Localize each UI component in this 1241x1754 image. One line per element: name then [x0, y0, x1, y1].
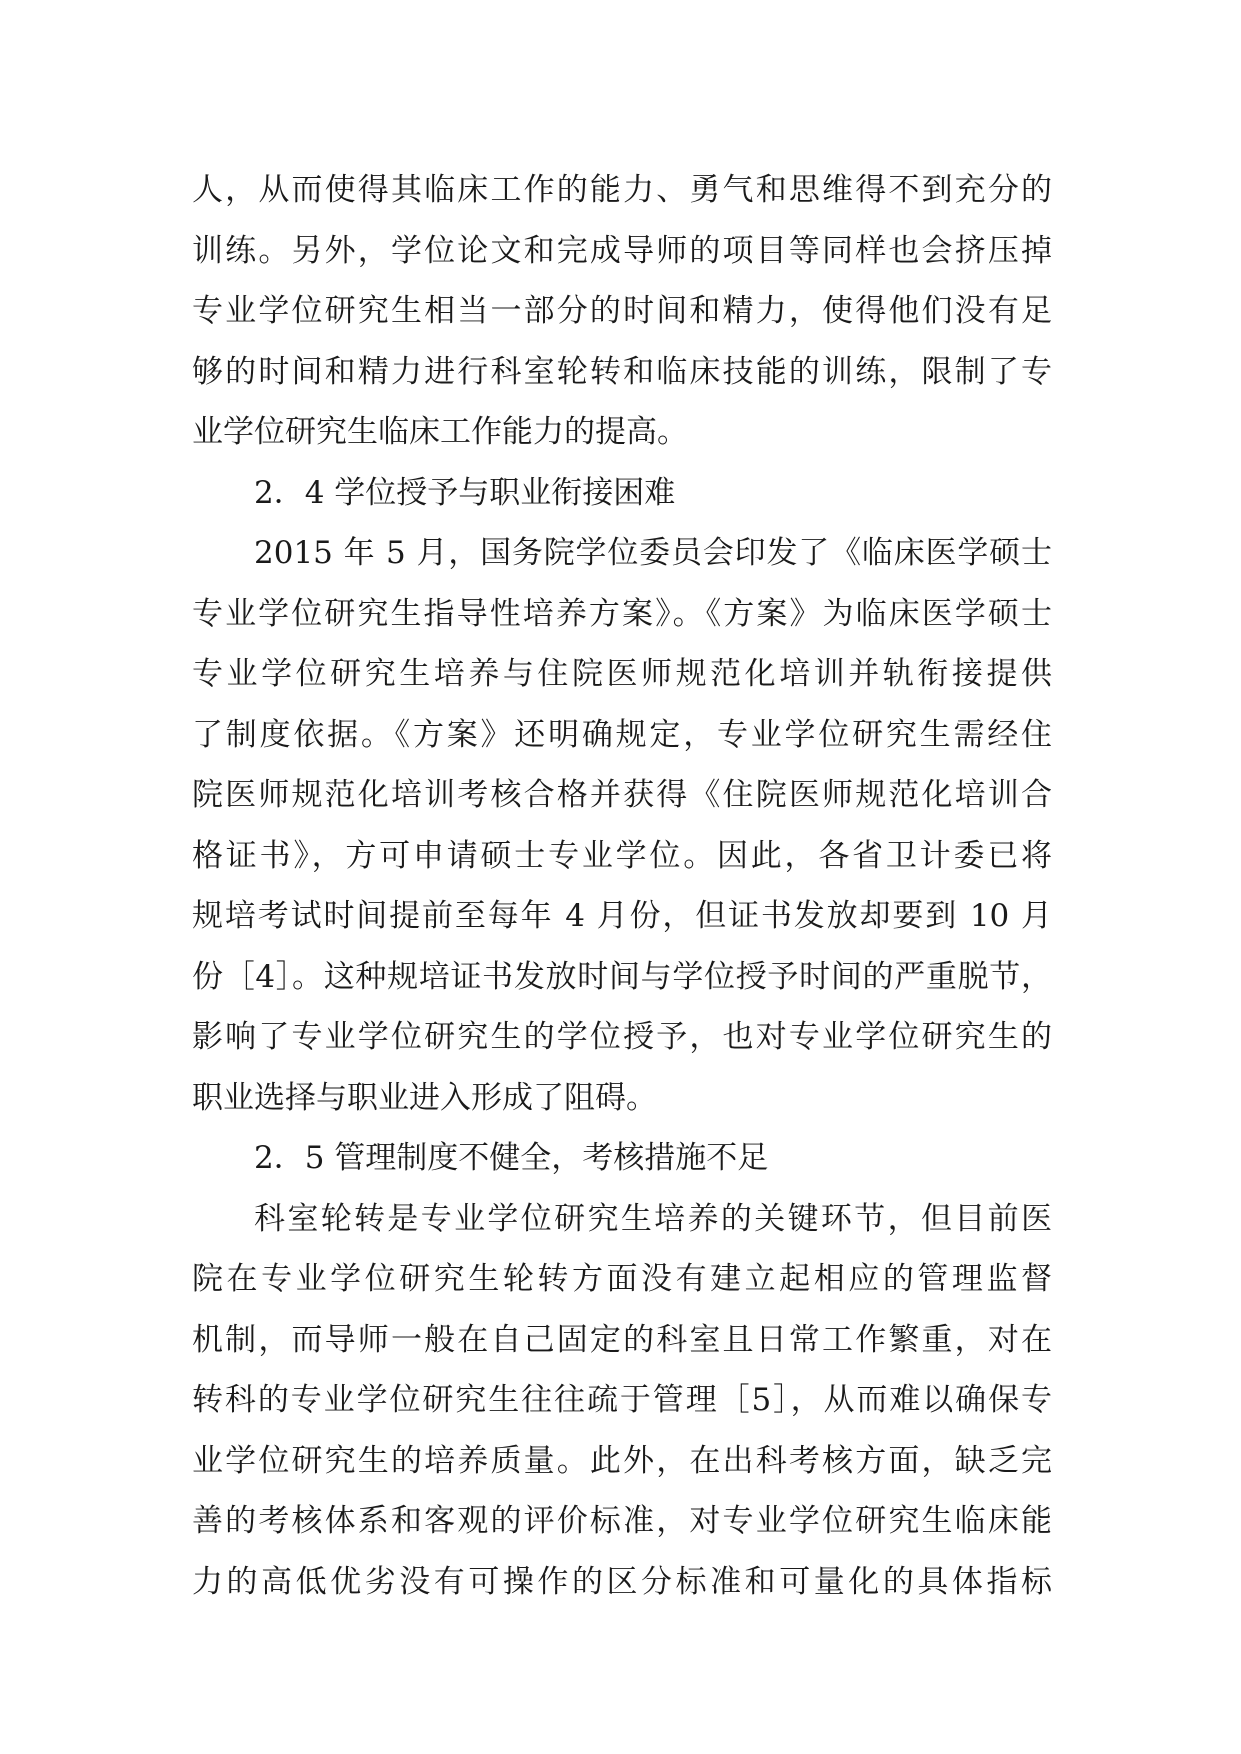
text-line: 业学位研究生临床工作能力的提高。	[192, 414, 688, 450]
text-line: 人，从而使得其临床工作的能力、勇气和思维得不到充分的	[192, 172, 1052, 208]
text-line: 专业学位研究生相当一部分的时间和精力，使得他们没有足	[192, 293, 1052, 329]
text-line: 训练。另外，学位论文和完成导师的项目等同样也会挤压掉	[192, 232, 1052, 269]
text-line: 职业选择与职业进入形成了阻碍。	[192, 1079, 657, 1116]
paragraph	[192, 1189, 1052, 1613]
text-line: 善的考核体系和客观的评价标准，对专业学位研究生临床能	[192, 1503, 1052, 1539]
text-line: 够的时间和精力进行科室轮转和临床技能的训练，限制了专	[192, 353, 1052, 390]
text-line: 格证书》，方可申请硕士专业学位。因此，各省卫计委已将	[192, 837, 1052, 874]
section-heading	[192, 463, 1052, 524]
heading-line: 2．5 管理制度不健全，考核措施不足	[254, 1140, 769, 1176]
text-line: 专业学位研究生培养与住院医师规范化培训并轨衔接提供	[192, 656, 1052, 692]
text-line: 规培考试时间提前至每年 4 月份，但证书发放却要到 10 月	[192, 898, 1052, 934]
paragraph	[192, 523, 1052, 1128]
text-line: 机制，而导师一般在自己固定的科室且日常工作繁重，对在	[192, 1321, 1052, 1358]
heading-line: 2．4 学位授予与职业衔接困难	[254, 474, 676, 511]
text-line: 了制度依据。《方案》还明确规定，专业学位研究生需经住	[192, 716, 1052, 753]
text-line: 院在专业学位研究生轮转方面没有建立起相应的管理监督	[192, 1261, 1052, 1297]
section-heading	[192, 1128, 1052, 1189]
text-line: 转科的专业学位研究生往往疏于管理［5］，从而难以确保专	[192, 1382, 1052, 1418]
text-line: 力的高低优劣没有可操作的区分标准和可量化的具体指标	[192, 1563, 1052, 1600]
text-line: 业学位研究生的培养质量。此外，在出科考核方面，缺乏完	[192, 1442, 1052, 1479]
text-line: 院医师规范化培训考核合格并获得《住院医师规范化培训合	[192, 777, 1052, 813]
text-line: 份［4］。这种规培证书发放时间与学位授予时间的严重脱节，	[192, 958, 1052, 995]
body-text	[192, 160, 1052, 1612]
text-line: 专业学位研究生指导性培养方案》。《方案》为临床医学硕士	[192, 595, 1052, 632]
text-line: 2015 年 5 月，国务院学位委员会印发了《临床医学硕士	[254, 535, 1052, 571]
paragraph	[192, 160, 1052, 463]
text-line: 影响了专业学位研究生的学位授予，也对专业学位研究生的	[192, 1019, 1052, 1055]
text-line: 科室轮转是专业学位研究生培养的关键环节，但目前医	[254, 1200, 1052, 1237]
